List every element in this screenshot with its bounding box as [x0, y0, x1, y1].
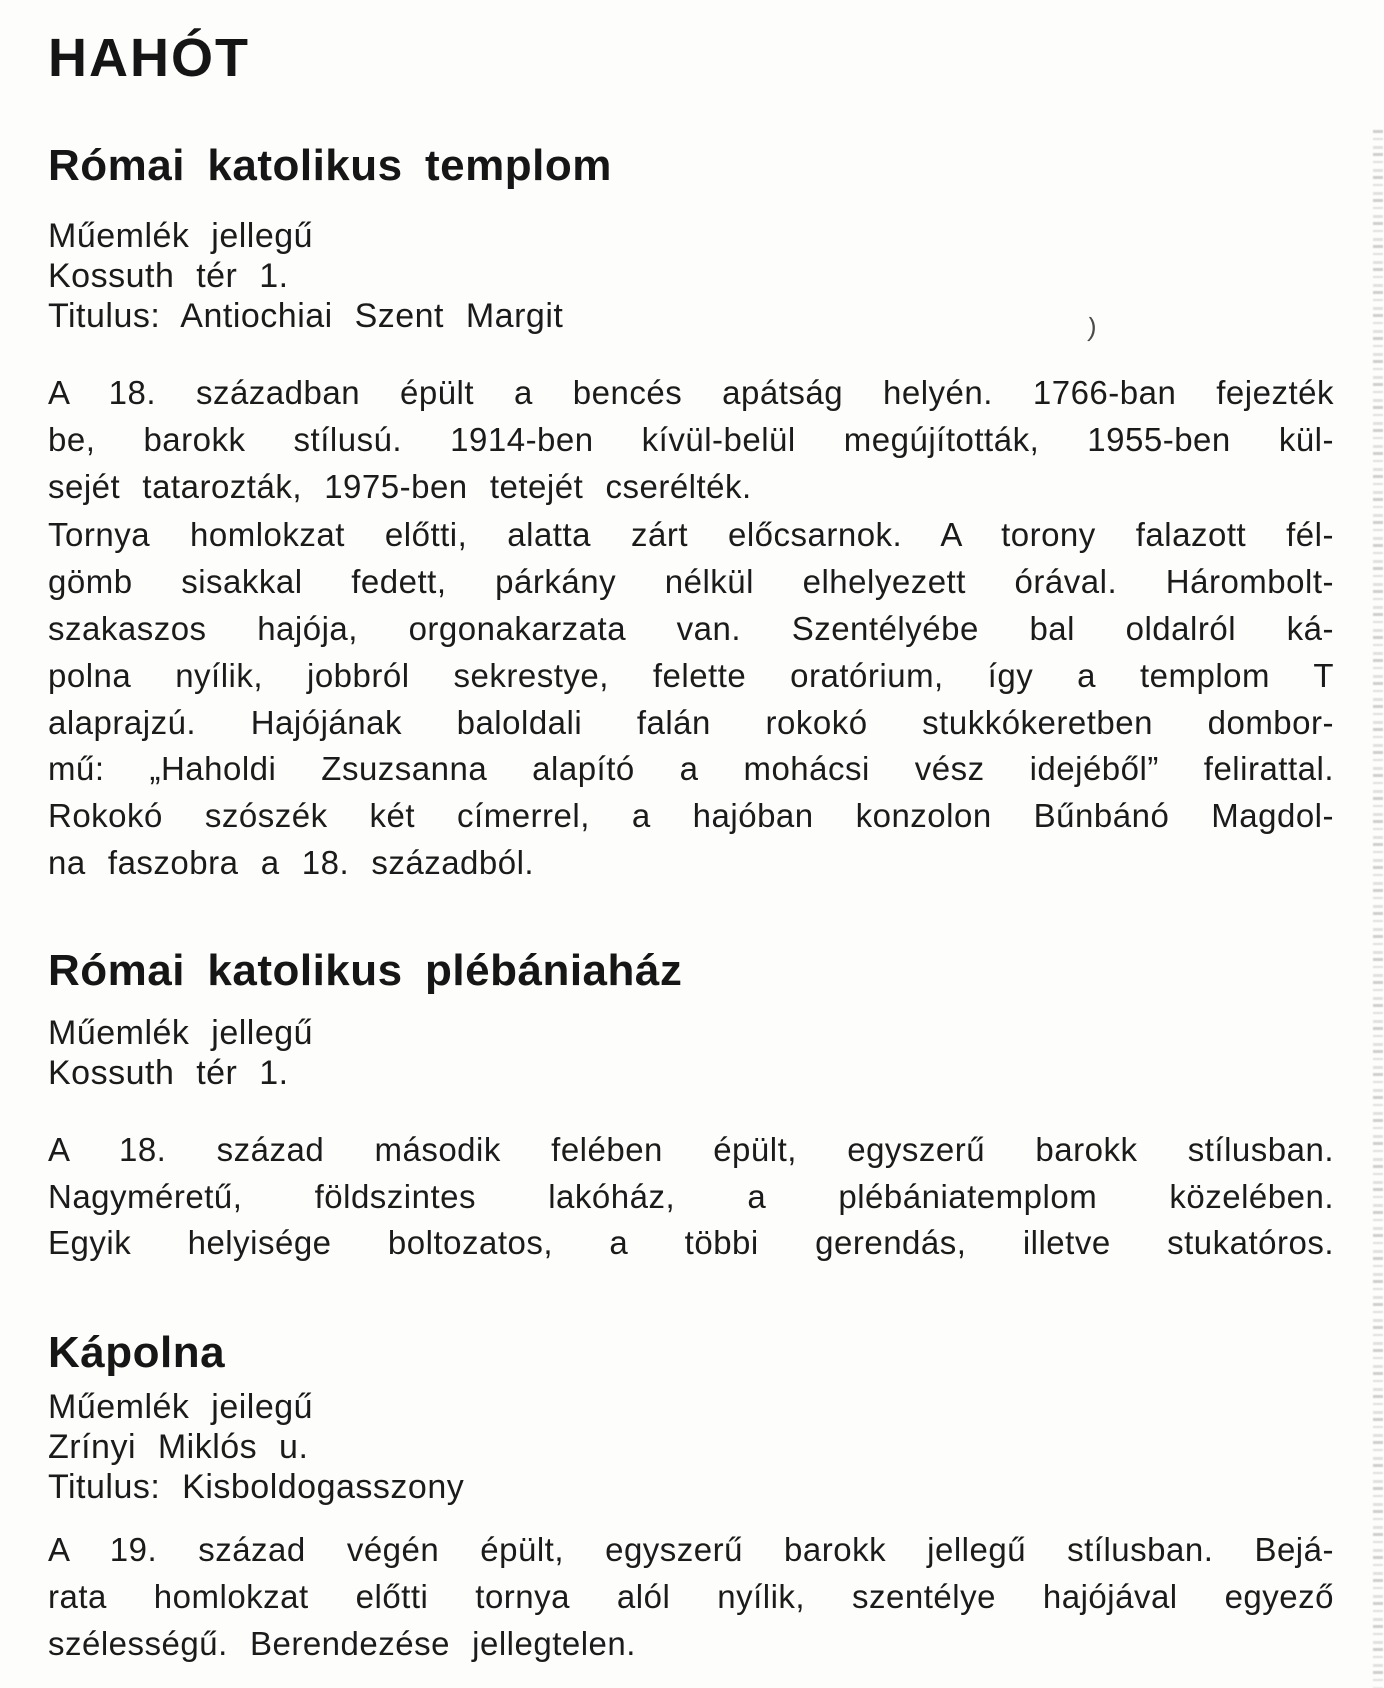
scan-edge-noise — [1373, 130, 1383, 1688]
section-roman-catholic-church — [48, 140, 1334, 887]
paragraph-line: szélességű. Berendezése jellegtelen. — [48, 1624, 636, 1662]
scan-stray-mark: ) — [1086, 311, 1098, 343]
paragraph-line: A 19. század végén épült, egyszerű barokk jellegű stílusban. Bejá- — [48, 1531, 1334, 1569]
paragraph — [48, 1127, 1334, 1267]
section-chapel — [48, 1327, 1334, 1667]
paragraph-line: A 18. század második felében épült, egyszerű barokk stílusban. — [48, 1130, 1334, 1168]
monument-details — [48, 1013, 1334, 1093]
paragraph-line: gömb sisakkal fedett, párkány nélkül elhelyezett órával. Hárombolt- — [48, 563, 1334, 601]
detail-line-titulus: Titulus: Antiochiai Szent Margit — [48, 297, 564, 335]
paragraph — [48, 512, 1334, 886]
page-title: HAHÓT — [48, 28, 250, 88]
paragraph — [48, 1527, 1334, 1667]
paragraph-line: be, barokk stílusú. 1914-ben kívül-belül megújították, 1955-ben kül- — [48, 420, 1334, 458]
paragraph-line: Egyik helyisége boltozatos, a többi gerendás, illetve stukatóros. — [48, 1224, 1334, 1262]
paragraph-line: Rokokó szószék két címerrel, a hajóban konzolon Bűnbánó Magdol- — [48, 797, 1334, 835]
detail-line-address: Kossuth tér 1. — [48, 257, 289, 295]
detail-line-protection: Műemlék jellegű — [48, 217, 314, 255]
paragraph-line: rata homlokzat előtti tornya alól nyílik, szentélye hajójával egyező — [48, 1577, 1334, 1615]
monument-details — [48, 1387, 1334, 1507]
paragraph-line: polna nyílik, jobbról sekrestye, felette oratórium, így a templom T — [48, 656, 1334, 694]
paragraph-line: A 18. században épült a bencés apátság helyén. 1766-ban fejezték — [48, 374, 1334, 411]
paragraph-line: Nagyméretű, földszintes lakóház, a plébániatemplom közelében. — [48, 1177, 1334, 1215]
paragraph — [48, 370, 1334, 510]
paragraph-line: na faszobra a 18. századból. — [48, 843, 535, 881]
paragraph-line: sejét tatarozták, 1975-ben tetejét cserélték. — [48, 467, 752, 505]
monument-details — [48, 216, 1334, 336]
paragraph-line: mű: „Haholdi Zsuzsanna alapító a mohácsi vész idejéből” felirattal. — [48, 750, 1334, 788]
paragraph-line: Tornya homlokzat előtti, alatta zárt előcsarnok. A torony falazott fél- — [48, 516, 1334, 554]
section-roman-catholic-parish-house — [48, 945, 1334, 1267]
section-heading: Kápolna — [48, 1328, 226, 1378]
paragraph-line: alaprajzú. Hajójának baloldali falán rokokó stukkókeretben dombor- — [48, 703, 1334, 741]
detail-line-address: Kossuth tér 1. — [48, 1053, 289, 1092]
detail-line-address: Zrínyi Miklós u. — [48, 1428, 309, 1467]
section-heading: Római katolikus templom — [48, 141, 612, 190]
detail-line-titulus: Titulus: Kisboldogasszony — [48, 1468, 465, 1507]
page-content — [48, 30, 1334, 1668]
paragraph-line: szakaszos hajója, orgonakarzata van. Szentélyébe bal oldalról ká- — [48, 609, 1334, 647]
section-heading: Római katolikus plébániaház — [48, 945, 683, 995]
detail-line-protection: Műemlék jellegű — [48, 1013, 314, 1052]
detail-line-protection: Műemlék jeilegű — [48, 1388, 314, 1427]
